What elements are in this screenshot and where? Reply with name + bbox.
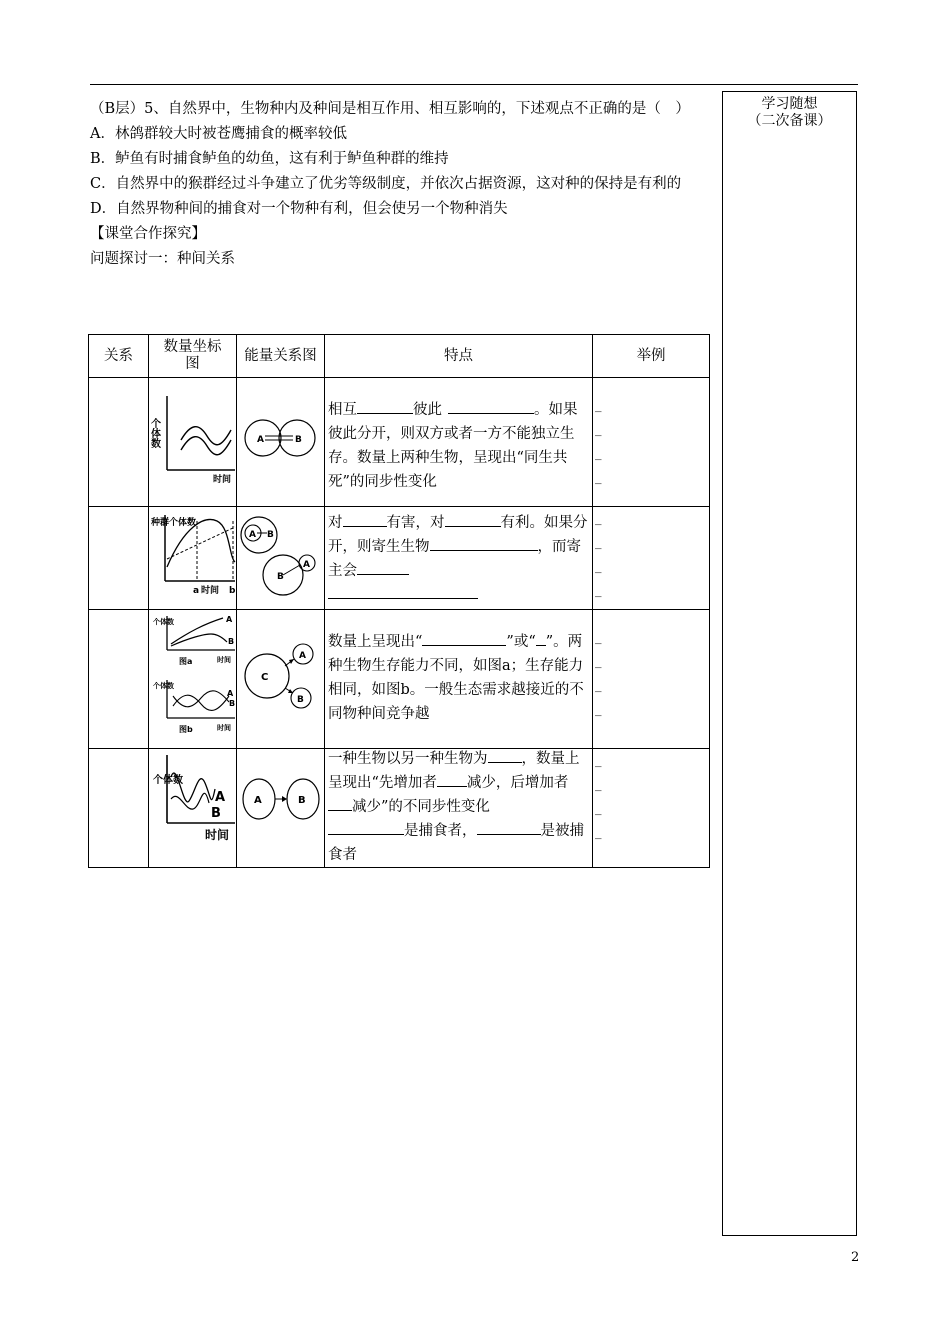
feature-cell: 数量上呈现出“ ”或“ ”。两种生物生存能力不同，如图a；生存能力相同，如图b。一般生态需求越接近的不同物种间竞争越 <box>325 610 593 749</box>
notes-column <box>722 91 857 1236</box>
parasitism-energy-graph <box>237 507 325 605</box>
feature-cell: 相互 彼此 。如果彼此分开，则双方或者一方不能独立生存。数量上两种生物，呈现出“同生共死”的同步性变化 <box>325 378 593 507</box>
svg-text:B: B <box>211 806 221 821</box>
quantity-graph-cell <box>149 749 237 868</box>
relation-cell <box>89 378 149 507</box>
feature-cell: 对 有害，对 有利。如果分开，则寄生生物 ，而寄主会 <box>325 507 593 610</box>
quantity-graph-cell <box>149 610 237 749</box>
svg-text:时间: 时间 <box>213 475 232 485</box>
question-block <box>90 97 715 272</box>
svg-text:B: B <box>229 699 236 708</box>
relation-cell <box>89 507 149 610</box>
table-row <box>89 507 710 610</box>
header-quantity-graph: 数量坐标图 <box>149 335 237 378</box>
table-header-row <box>89 335 710 378</box>
svg-text:时间: 时间 <box>205 828 230 842</box>
relation-cell <box>89 610 149 749</box>
example-cell: _ _ _ _ <box>593 610 710 749</box>
option-c: C．自然界中的猴群经过斗争建立了优劣等级制度，并依次占据资源，这对种的保持是有利的 <box>90 176 682 192</box>
energy-graph-cell <box>237 378 325 507</box>
table-row <box>89 749 710 868</box>
svg-text:B: B <box>297 695 304 705</box>
energy-graph-cell <box>237 507 325 610</box>
header-relation: 关系 <box>89 335 149 378</box>
header-rule <box>90 84 858 85</box>
svg-text:C: C <box>261 672 269 683</box>
svg-text:A: A <box>215 790 226 805</box>
question-stem: （B层）5、自然界中，生物种内及种间是相互作用、相互影响的，下述观点不正确的是（ ） <box>90 101 690 117</box>
relation-cell <box>89 749 149 868</box>
svg-text:b: b <box>229 586 236 596</box>
svg-text:时间: 时间 <box>201 586 220 596</box>
parasitism-quantity-graph <box>149 507 237 605</box>
page-number: 2 <box>851 1250 860 1265</box>
mutualism-quantity-graph <box>149 378 237 502</box>
example-cell: _ _ _ _ <box>593 507 710 610</box>
svg-text:B: B <box>228 637 235 646</box>
energy-graph-cell <box>237 749 325 868</box>
svg-text:B: B <box>267 530 274 540</box>
svg-text:时间: 时间 <box>217 656 231 664</box>
predation-energy-graph <box>237 749 325 853</box>
energy-graph-cell <box>237 610 325 749</box>
option-d: D．自然界物种间的捕食对一个物种有利，但会使另一个物种消失 <box>90 201 508 217</box>
svg-text:A: A <box>254 795 262 806</box>
table-row <box>89 610 710 749</box>
header-energy-graph: 能量关系图 <box>237 335 325 378</box>
svg-text:A: A <box>299 651 306 661</box>
svg-text:种群个体数: 种群个体数 <box>151 518 197 528</box>
table-row <box>89 378 710 507</box>
svg-text:A: A <box>257 435 264 445</box>
option-b: B．鲈鱼有时捕食鲈鱼的幼鱼，这有利于鲈鱼种群的维持 <box>90 151 449 167</box>
svg-text:图a: 图a <box>179 657 193 666</box>
example-cell: _ _ _ _ <box>593 378 710 507</box>
subsection-title: 问题探讨一：种间关系 <box>90 251 235 267</box>
interspecies-table <box>88 334 710 868</box>
competition-energy-graph <box>237 610 325 744</box>
option-a: A．林鸽群较大时被苍鹰捕食的概率较低 <box>90 126 347 142</box>
svg-text:个体数: 个体数 <box>149 418 160 448</box>
svg-text:A: A <box>303 560 310 570</box>
svg-text:A: A <box>227 689 234 698</box>
svg-text:个体数: 个体数 <box>153 775 183 786</box>
svg-text:A: A <box>249 530 256 540</box>
quantity-graph-cell <box>149 507 237 610</box>
competition-quantity-graph <box>149 610 237 744</box>
header-example: 举例 <box>593 335 710 378</box>
mutualism-energy-graph <box>237 378 325 502</box>
quantity-graph-cell <box>149 378 237 507</box>
svg-text:A: A <box>226 615 233 624</box>
feature-cell: 一种生物以另一种生物为 ，数量上呈现出“先增加者 减少，后增加者减少”的不同步性变化 是捕食者， 是被捕食者 <box>325 749 593 868</box>
svg-text:个体数: 个体数 <box>153 682 174 690</box>
svg-text:B: B <box>295 435 302 445</box>
notes-title: 学习随想 （二次备课） <box>747 96 832 129</box>
svg-text:B: B <box>298 795 306 806</box>
example-cell: _ _ _ _ <box>593 749 710 868</box>
header-feature: 特点 <box>325 335 593 378</box>
svg-text:图b: 图b <box>179 725 193 734</box>
svg-text:B: B <box>277 572 284 582</box>
section-title: 【课堂合作探究】 <box>90 226 206 242</box>
svg-text:a: a <box>193 586 200 596</box>
svg-text:个体数: 个体数 <box>153 618 174 626</box>
svg-text:时间: 时间 <box>217 724 231 732</box>
predation-quantity-graph <box>149 749 237 853</box>
